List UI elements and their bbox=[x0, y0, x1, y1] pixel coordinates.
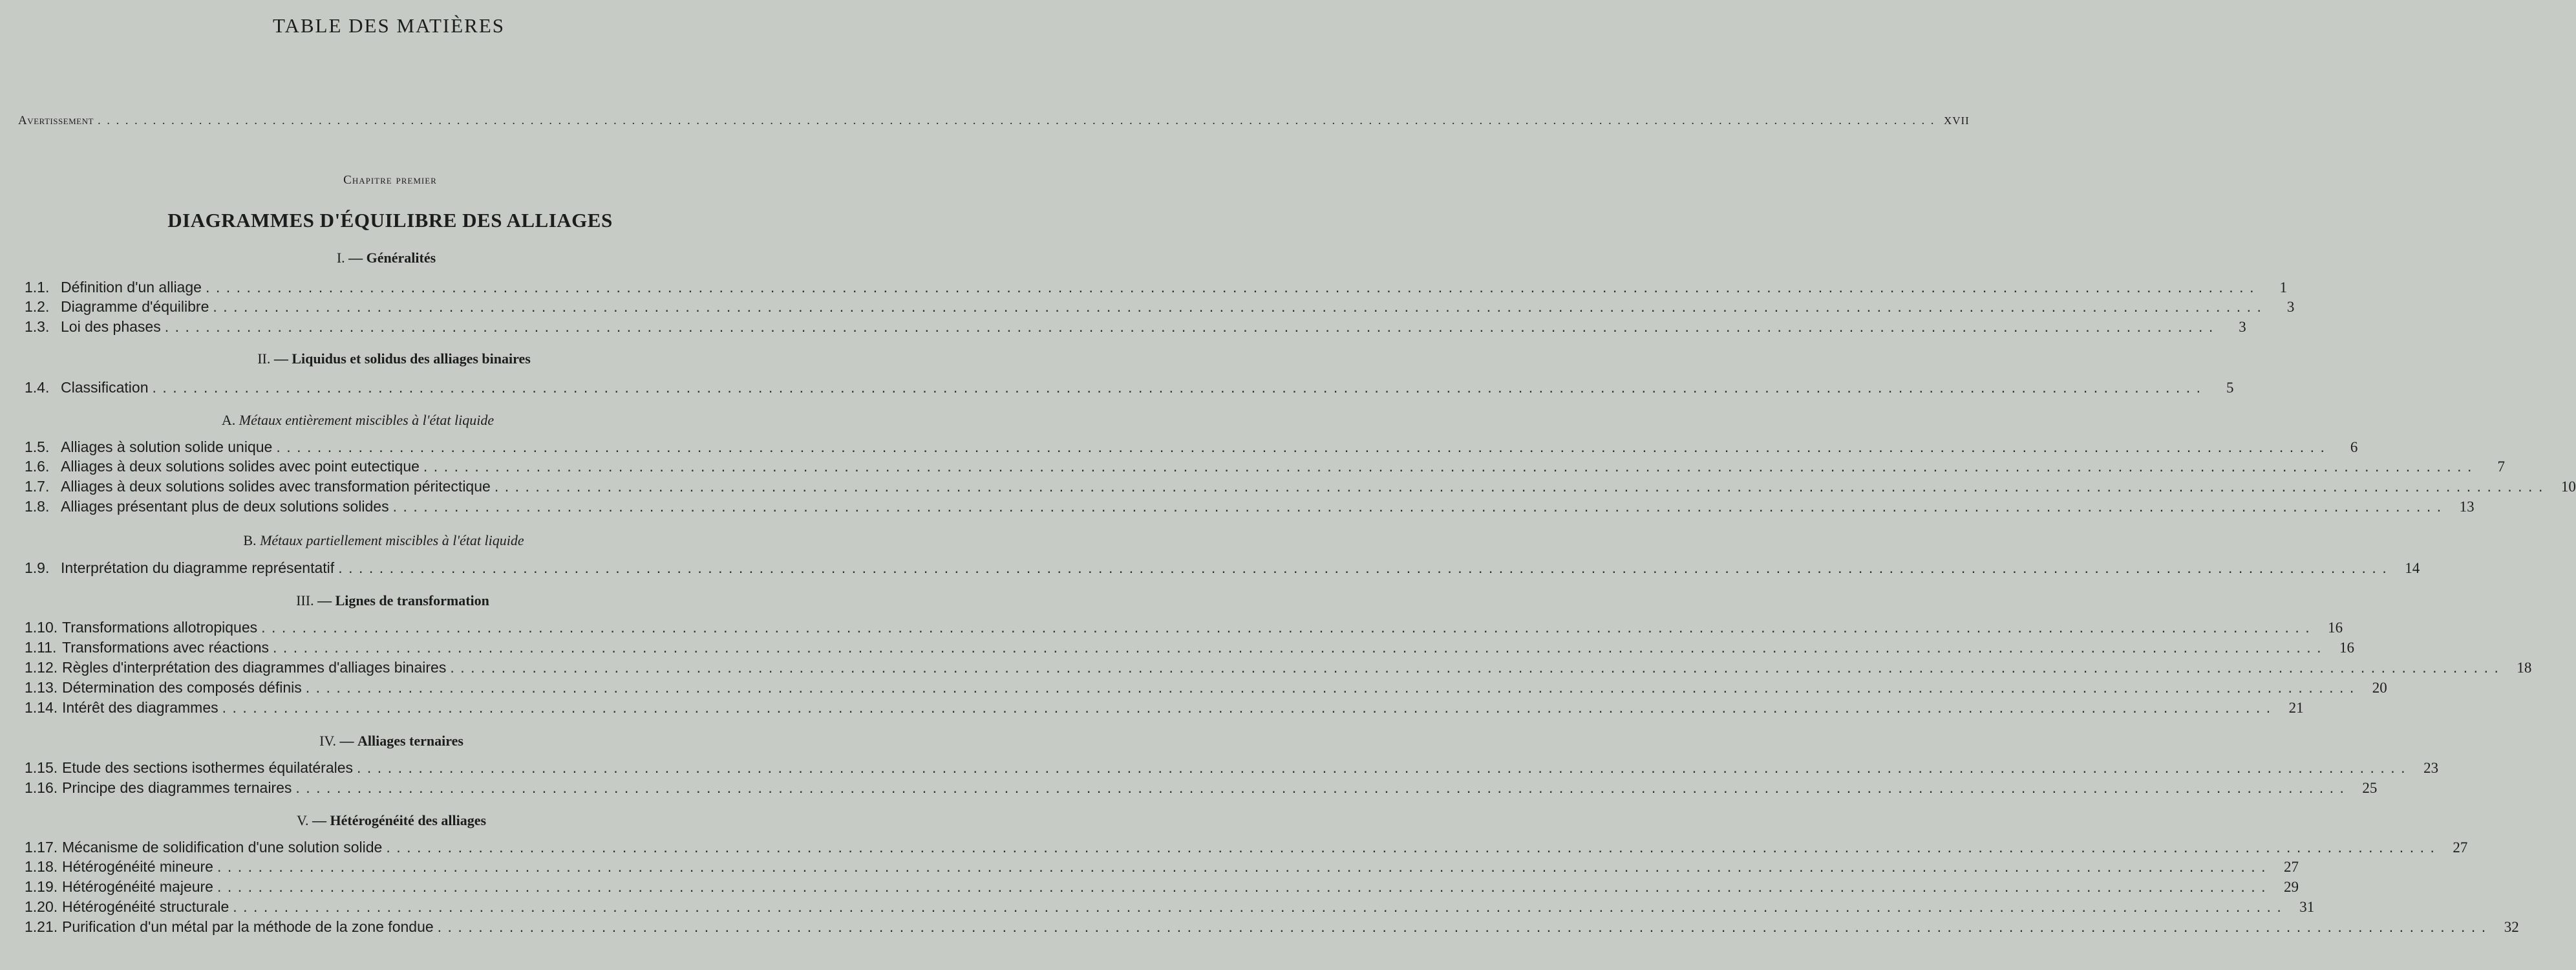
section-number: V. bbox=[296, 812, 309, 828]
entry-number: 1.11. bbox=[25, 639, 57, 656]
entry-number: 1.20. bbox=[25, 898, 58, 915]
entry-number: 1.4. bbox=[25, 379, 50, 396]
subsection-title: Métaux entièrement miscibles à l'état liquide bbox=[239, 412, 495, 428]
section-title: Alliages ternaires bbox=[357, 733, 463, 749]
dot-leader: ........................................................................................................................................................................................................ bbox=[423, 458, 2478, 475]
section-dash: — bbox=[273, 350, 288, 367]
subsection-letter: A. bbox=[221, 412, 236, 428]
toc-entry[interactable] bbox=[25, 279, 2287, 296]
dot-leader: ........................................................................................................................................................................................................ bbox=[273, 639, 2328, 656]
toc-entry[interactable] bbox=[25, 679, 2387, 696]
entry-page: 3 bbox=[2239, 319, 2246, 335]
dot-leader: ........................................................................................................................................................................................................ bbox=[152, 379, 2207, 396]
entry-label: Avertissement bbox=[18, 114, 94, 127]
entry-number: 1.8. bbox=[25, 498, 50, 515]
dot-leader: ........................................................................................................................................................................................................ bbox=[450, 659, 2505, 676]
entry-page: 23 bbox=[2423, 760, 2439, 776]
entry-title: Alliages à deux solutions solides avec transformation péritectique bbox=[61, 478, 491, 495]
dot-leader: ........................................................................................................................................................................................................ bbox=[213, 298, 2268, 315]
entry-title: Hétérogénéité majeure bbox=[62, 878, 213, 895]
entry-title: Etude des sections isothermes équilatérales bbox=[62, 759, 354, 776]
section-title: Hétérogénéité des alliages bbox=[330, 812, 487, 828]
subsection-title: Métaux partiellement miscibles à l'état liquide bbox=[260, 532, 524, 548]
dot-leader: ........................................................................................................................................................................................................ bbox=[205, 279, 2260, 296]
toc-entry[interactable] bbox=[25, 878, 2299, 896]
section-number: IV. bbox=[319, 733, 336, 749]
dot-leader: ........................................................................................................................................................................................................ bbox=[392, 498, 2447, 515]
dot-leader: ........................................................................................................................................................................................................ bbox=[305, 679, 2360, 696]
entry-page: 27 bbox=[2453, 839, 2468, 856]
section-title: Généralités bbox=[366, 250, 436, 266]
entry-number: 1.16. bbox=[25, 779, 58, 796]
entry-page: 27 bbox=[2284, 859, 2299, 875]
dot-leader: ........................................................................................................................................................................................................ bbox=[437, 918, 2492, 935]
chapter-title: DIAGRAMMES D'ÉQUILIBRE DES ALLIAGES bbox=[167, 209, 613, 232]
entry-page: 14 bbox=[2405, 560, 2420, 576]
entry-number: 1.14. bbox=[25, 699, 58, 716]
toc-entry[interactable] bbox=[25, 779, 2378, 797]
entry-title: Alliages présentant plus de deux solutions solides bbox=[61, 498, 389, 515]
dot-leader: ........................................................................................................................................................................................................ bbox=[386, 839, 2441, 856]
entry-number: 1.17. bbox=[25, 839, 58, 856]
entry-title: Transformations avec réactions bbox=[62, 639, 270, 656]
section-heading-4 bbox=[0, 733, 787, 749]
entry-number: 1.13. bbox=[25, 679, 58, 696]
toc-entry[interactable] bbox=[25, 379, 2234, 396]
dot-leader: ........................................................................................................................................................................................................ bbox=[222, 699, 2277, 716]
toc-entry[interactable] bbox=[25, 858, 2299, 876]
section-heading-3 bbox=[0, 592, 788, 609]
entry-title: Principe des diagrammes ternaires bbox=[62, 779, 292, 796]
toc-entry[interactable] bbox=[25, 298, 2295, 316]
dot-leader: ........................................................................................................................................................................................................ bbox=[233, 898, 2288, 915]
entry-page: 20 bbox=[2372, 680, 2387, 696]
entry-number: 1.3. bbox=[25, 318, 50, 335]
entry-number: 1.9. bbox=[25, 559, 50, 576]
toc-entry[interactable] bbox=[25, 318, 2246, 336]
entry-page: 5 bbox=[2226, 380, 2234, 396]
toc-entry[interactable] bbox=[25, 559, 2420, 577]
dot-leader: ........................................................................................................................................................................................................ bbox=[357, 759, 2412, 776]
entry-title: Loi des phases bbox=[61, 318, 161, 335]
entry-page: 3 bbox=[2286, 299, 2295, 315]
page-title: TABLE DES MATIÈRES bbox=[272, 14, 506, 37]
entry-page: 25 bbox=[2362, 780, 2378, 796]
entry-number: 1.6. bbox=[25, 458, 50, 475]
subsection-letter: B. bbox=[243, 532, 257, 548]
chapter-label: Chapitre premier bbox=[343, 173, 437, 187]
toc-entry-avertissement[interactable] bbox=[18, 114, 1970, 128]
entry-title: Classification bbox=[61, 379, 149, 396]
entry-page: 29 bbox=[2284, 879, 2299, 895]
entry-title: Détermination des composés définis bbox=[62, 679, 302, 696]
toc-entry[interactable] bbox=[25, 619, 2343, 636]
entry-title: Mécanisme de solidification d'une solution solide bbox=[62, 839, 383, 856]
subsection-heading-b bbox=[0, 532, 779, 549]
entry-page: 13 bbox=[2459, 499, 2475, 515]
dot-leader: ........................................................................................................................................................................................................ bbox=[97, 114, 1940, 127]
subsection-heading-a bbox=[0, 412, 753, 429]
entry-title: Hétérogénéité mineure bbox=[62, 858, 213, 875]
entry-title: Intérêt des diagrammes bbox=[62, 699, 218, 716]
toc-entry[interactable] bbox=[25, 898, 2315, 916]
entry-page: 18 bbox=[2517, 660, 2532, 676]
entry-title: Interprétation du diagramme représentatif bbox=[61, 559, 335, 576]
toc-entry[interactable] bbox=[25, 639, 2355, 656]
entry-title: Diagramme d'équilibre bbox=[61, 298, 209, 315]
entry-page: 10 bbox=[2560, 479, 2576, 495]
dot-leader: ........................................................................................................................................................................................................ bbox=[276, 438, 2331, 455]
entry-title: Alliages à deux solutions solides avec point eutectique bbox=[61, 458, 420, 475]
entry-title: Hétérogénéité structurale bbox=[62, 898, 229, 915]
entry-page: 1 bbox=[2279, 279, 2287, 296]
toc-entry[interactable] bbox=[25, 438, 2358, 456]
section-title: Liquidus et solidus des alliages binaires bbox=[292, 350, 531, 367]
entry-number: 1.15. bbox=[25, 759, 58, 776]
toc-entry[interactable] bbox=[25, 699, 2304, 717]
section-heading-1 bbox=[0, 250, 782, 266]
entry-title: Transformations allotropiques bbox=[62, 619, 258, 636]
entry-title: Définition d'un alliage bbox=[61, 279, 202, 296]
entry-page: 16 bbox=[2339, 640, 2355, 656]
dot-leader: ........................................................................................................................................................................................................ bbox=[494, 478, 2549, 495]
dot-leader: ........................................................................................................................................................................................................ bbox=[261, 619, 2316, 636]
toc-entry[interactable] bbox=[25, 458, 2505, 475]
dot-leader: ........................................................................................................................................................................................................ bbox=[217, 858, 2272, 875]
dot-leader: ........................................................................................................................................................................................................ bbox=[338, 559, 2393, 576]
entry-page: 6 bbox=[2350, 439, 2358, 455]
entry-title: Purification d'un métal par la méthode de la zone fondue bbox=[62, 918, 434, 935]
entry-number: 1.12. bbox=[25, 659, 58, 676]
toc-entry[interactable] bbox=[25, 918, 2519, 936]
section-title: Lignes de transformation bbox=[335, 592, 489, 609]
section-heading-2 bbox=[0, 350, 789, 367]
entry-number: 1.10. bbox=[25, 619, 58, 636]
section-number: II. bbox=[257, 350, 271, 367]
entry-page: 7 bbox=[2497, 458, 2505, 475]
entry-page: 31 bbox=[2299, 899, 2315, 915]
section-dash: — bbox=[339, 733, 354, 749]
entry-number: 1.2. bbox=[25, 298, 50, 315]
section-dash: — bbox=[317, 592, 332, 609]
entry-number: 1.18. bbox=[25, 858, 58, 875]
entry-number: 1.7. bbox=[25, 478, 50, 495]
entry-number: 1.1. bbox=[25, 279, 50, 296]
dot-leader: ........................................................................................................................................................................................................ bbox=[164, 318, 2219, 335]
dot-leader: ........................................................................................................................................................................................................ bbox=[295, 779, 2350, 796]
entry-page: 32 bbox=[2504, 919, 2519, 935]
section-number: I. bbox=[336, 250, 345, 266]
entry-page: 21 bbox=[2288, 700, 2304, 716]
entry-title: Alliages à solution solide unique bbox=[61, 438, 273, 455]
entry-title: Règles d'interprétation des diagrammes d'alliages binaires bbox=[62, 659, 447, 676]
entry-number: 1.19. bbox=[25, 878, 58, 895]
section-dash: — bbox=[312, 812, 327, 828]
toc-entry[interactable] bbox=[25, 478, 2576, 495]
toc-entry[interactable] bbox=[25, 498, 2475, 515]
entry-page: XVII bbox=[1943, 114, 1970, 127]
toc-entry[interactable] bbox=[25, 659, 2532, 676]
entry-page: 16 bbox=[2328, 620, 2343, 636]
section-heading-5 bbox=[0, 812, 787, 829]
toc-entry[interactable] bbox=[25, 759, 2439, 777]
dot-leader: ........................................................................................................................................................................................................ bbox=[217, 878, 2272, 895]
entry-number: 1.21. bbox=[25, 918, 58, 935]
section-number: III. bbox=[296, 592, 314, 609]
toc-entry[interactable] bbox=[25, 839, 2468, 856]
section-dash: — bbox=[348, 250, 363, 266]
entry-number: 1.5. bbox=[25, 438, 50, 455]
